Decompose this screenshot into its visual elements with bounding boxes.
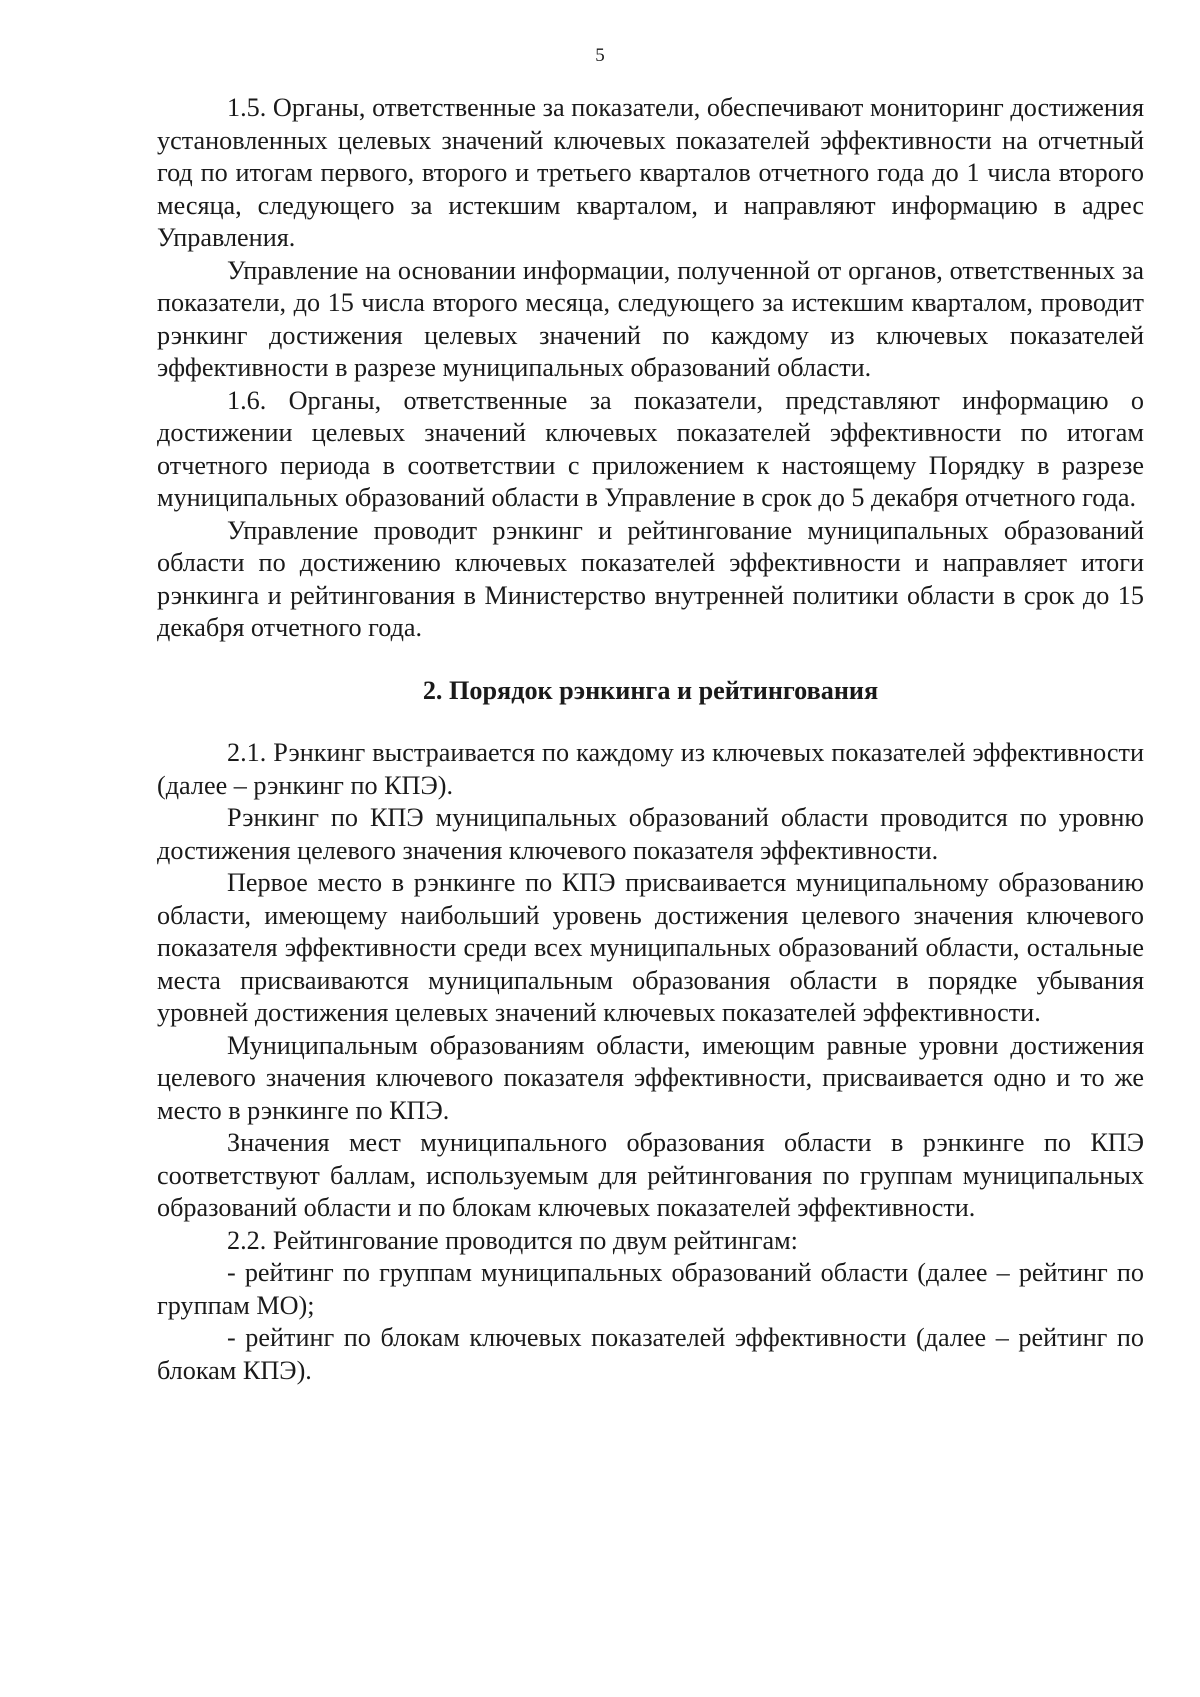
paragraph-place-values: Значения мест муниципального образования области в рэнкинге по КПЭ соответствуют баллам, используемым для рейтингования по группам муниципальных образований области и по блокам ключевых показателей эффективности. <box>157 1128 1144 1222</box>
document-body <box>157 92 1144 1387</box>
paragraph-management-ranking: Управление на основании информации, полученной от органов, ответственных за показатели, до 15 числа второго месяца, следующего за истекшим кварталом, проводит рэнкинг достижения целевых значений по каждому из ключевых показателей эффективности в разрезе муниципальных образований области. <box>157 255 1144 382</box>
paragraph-first-place: Первое место в рэнкинге по КПЭ присваивается муниципальному образованию области, имеющему наибольший уровень достижения целевого значения ключевого показателя эффективности среди всех муниципальных образований области, остальные места присваиваются муниципальным образования области в порядке убывания уровней достижения целевых значений ключевых показателей эффективности. <box>157 868 1144 1027</box>
section-heading: 2. Порядок рэнкинга и рейтингования <box>422 675 879 705</box>
paragraph-1-6: 1.6. Органы, ответственные за показатели, представляют информацию о достижении целевых значений ключевых показателей эффективности по итогам отчетного периода в соответствии с приложением к настоящему Порядку в разрезе муниципальных образований области в Управление в срок до 5 декабря отчетного года. <box>157 385 1144 512</box>
paragraph-2-2: 2.2. Рейтингование проводится по двум рейтингам: <box>227 1225 798 1255</box>
page-number: 5 <box>595 45 605 66</box>
paragraph-equal-levels: Муниципальным образованиям области, имеющим равные уровни достижения целевого значения ключевого показателя эффективности, присваивается одно и то же место в рэнкинге по КПЭ. <box>157 1030 1144 1125</box>
paragraph-management-rating: Управление проводит рэнкинг и рейтингование муниципальных образований области по достижению ключевых показателей эффективности и направляет итоги рэнкинга и рейтингования в Министерство внутренней политики области в срок до 15 декабря отчетного года. <box>157 515 1144 642</box>
paragraph-ranking-kpi: Рэнкинг по КПЭ муниципальных образований области проводится по уровню достижения целевого значения ключевого показателя эффективности. <box>157 803 1144 865</box>
list-item-rating-groups: - рейтинг по группам муниципальных образований области (далее – рейтинг по группам МО); <box>157 1258 1144 1320</box>
list-item-rating-blocks: - рейтинг по блокам ключевых показателей эффективности (далее – рейтинг по блокам КПЭ). <box>157 1323 1144 1385</box>
paragraph-1-5: 1.5. Органы, ответственные за показатели, обеспечивают мониторинг достижения установленных целевых значений ключевых показателей эффективности на отчетный год по итогам первого, второго и третьего кварталов отчетного года до 1 числа второго месяца, следующего за истекшим кварталом, и направляют информацию в адрес Управления. <box>157 93 1144 252</box>
paragraph-2-1: 2.1. Рэнкинг выстраивается по каждому из ключевых показателей эффективности (далее – рэнкинг по КПЭ). <box>157 738 1144 800</box>
